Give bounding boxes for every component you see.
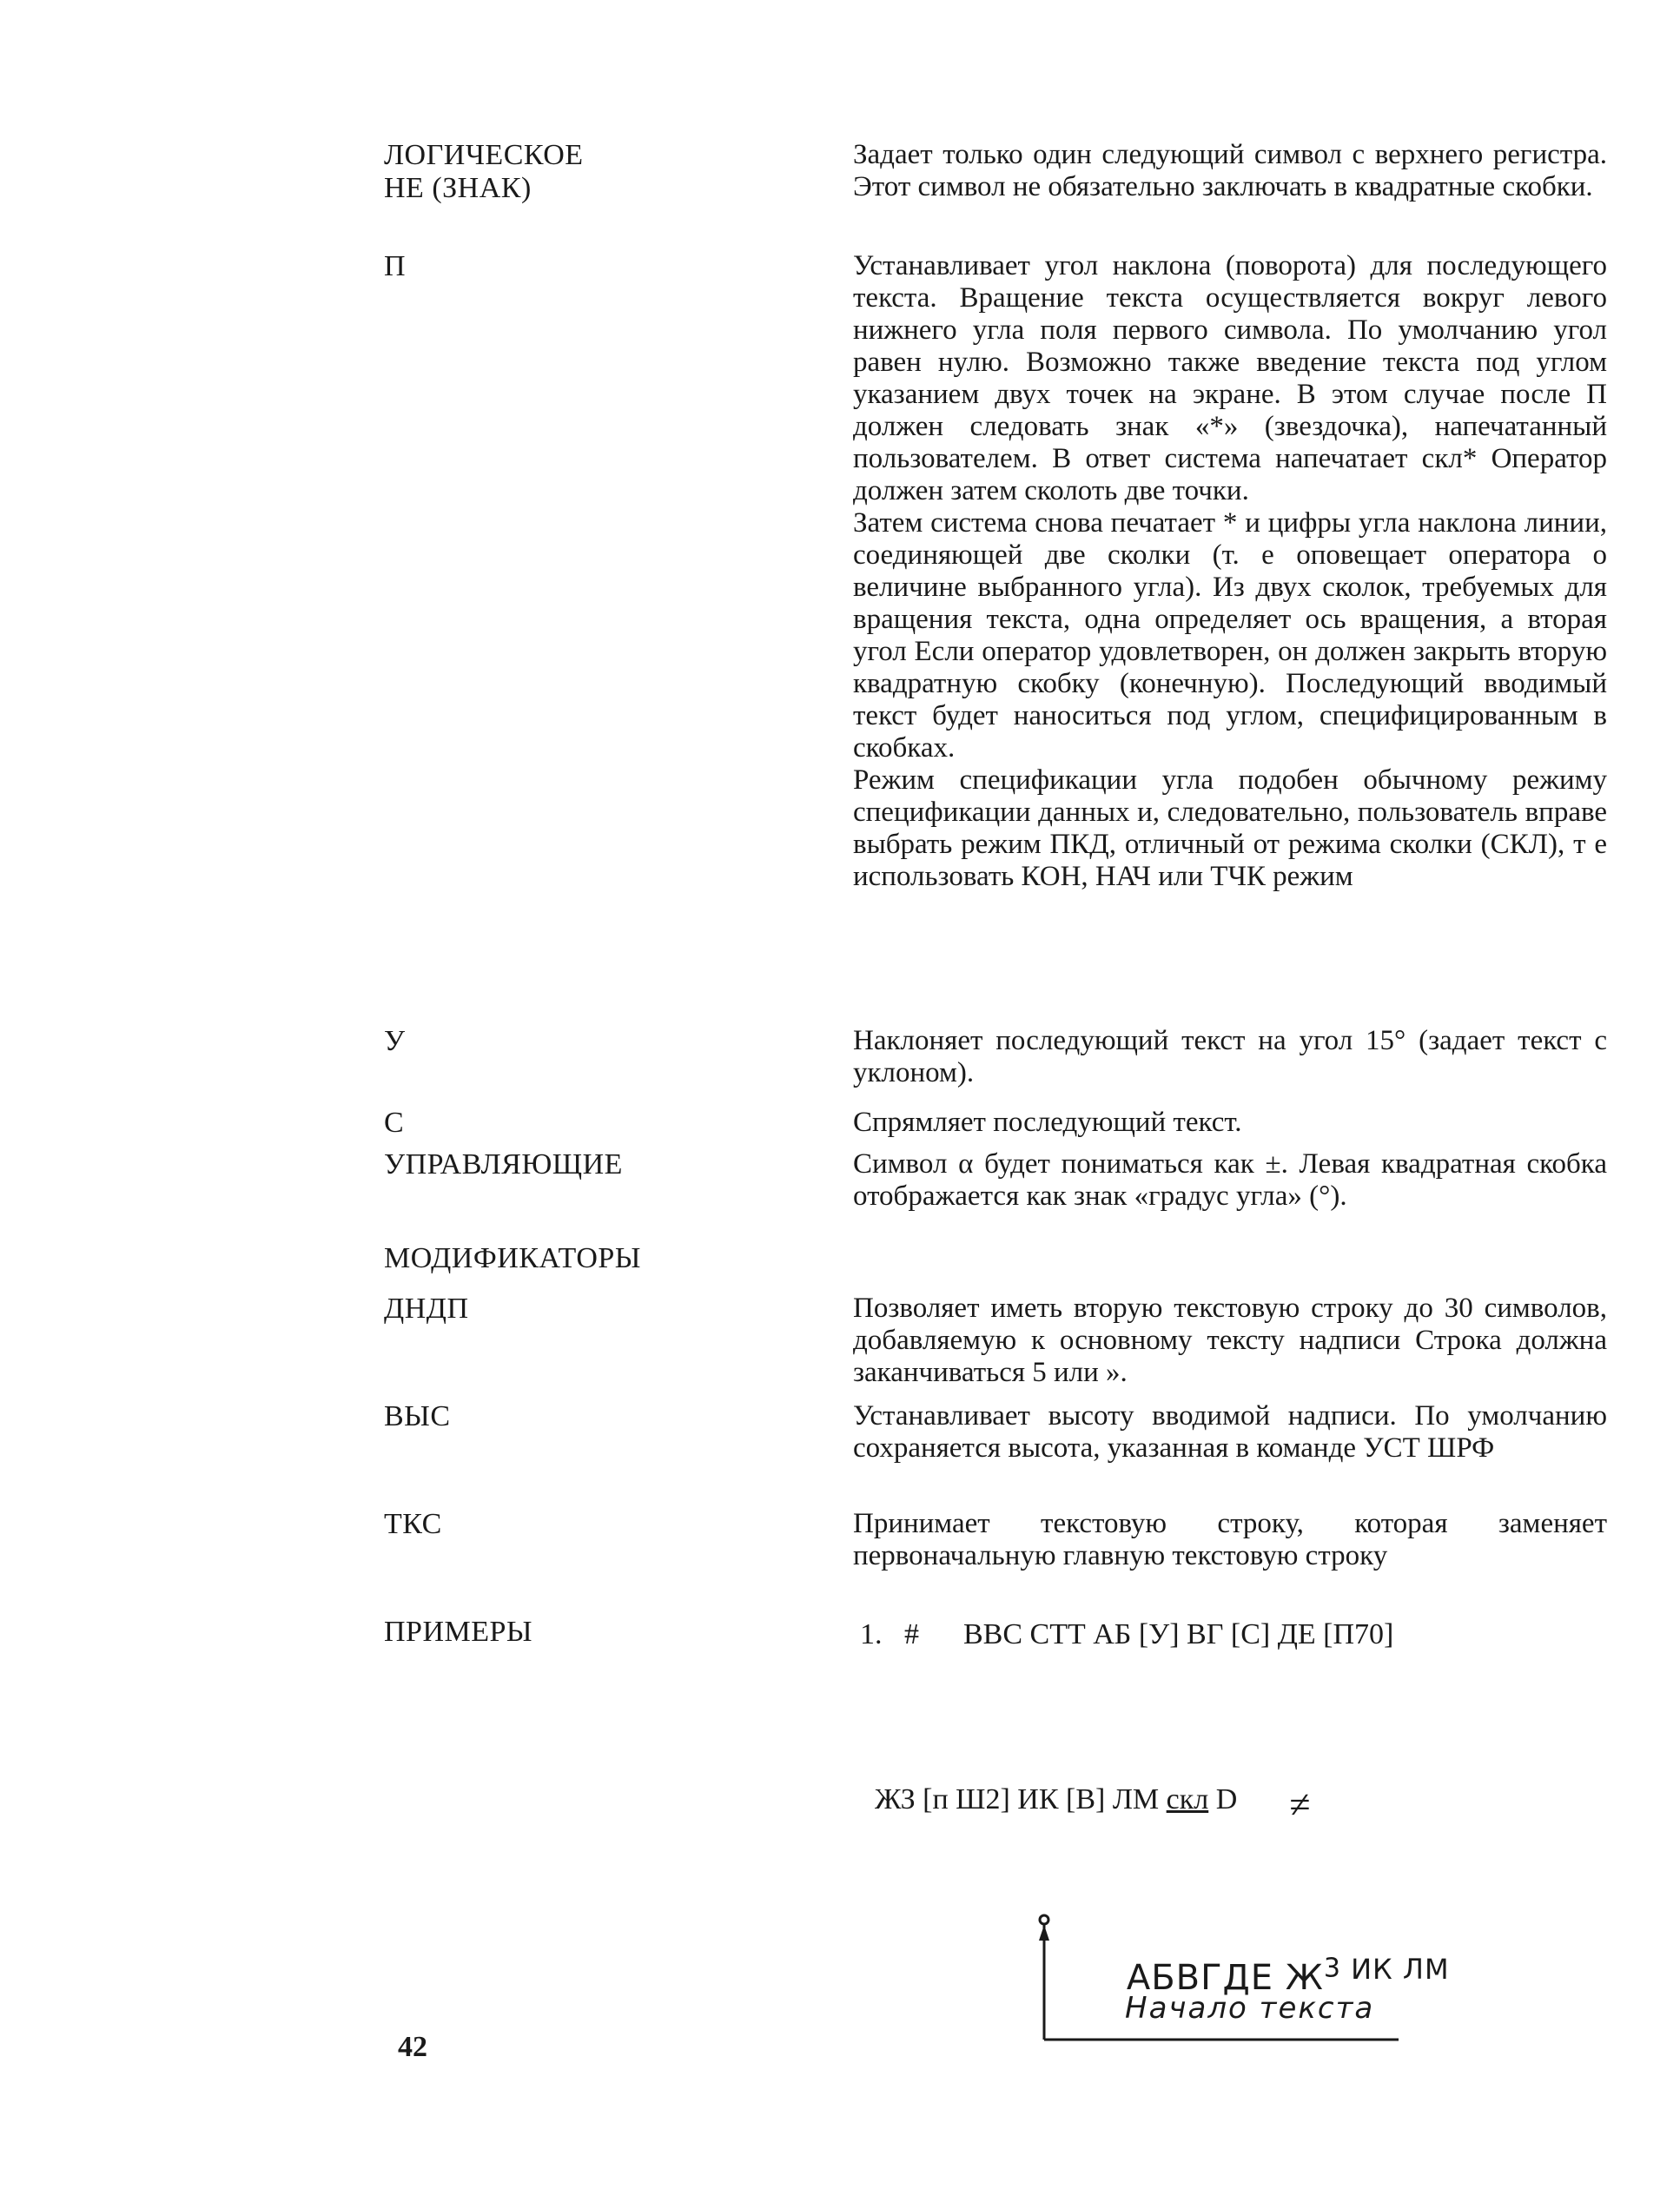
desc-tks	[853, 1508, 1607, 1572]
figure-caption: Начало текста	[1125, 1991, 1375, 2026]
desc-control	[853, 1148, 1607, 1213]
desc-text: Позволяет иметь вторую текстовую строку до 30 символов, добавляемую к основному тексту надписи Строка должна заканчиваться 5 или ».	[853, 1293, 1607, 1388]
page-number: 42	[398, 2031, 427, 2063]
term-s: С	[384, 1107, 405, 1139]
desc-s	[853, 1107, 1607, 1139]
desc-u	[853, 1025, 1607, 1089]
desc-text: Устанавливает высоту вводимой надписи. По умолчанию сохраняется высота, указанная в команде УСТ ШРФ	[853, 1400, 1607, 1464]
desc-logical-not	[853, 139, 1607, 203]
example-line-1: 1. # ВВС СТТ АБ [У] ВГ [С] ДЕ [П70]	[860, 1618, 1394, 1650]
desc-text: Устанавливает угол наклона (поворота) для последующего текста. Вращение текста осуществляется вокруг левого нижнего угла поля первого символа. По умолчанию угол равен нулю. Возможно также введение текста под углом указанием двух точек на экране. В этом случае после П должен следовать знак «*» (звездочка), напечатанный пользователем. В ответ система напечатает скл* Оператор должен затем сколоть две точки.	[853, 250, 1607, 506]
term-vys: ВЫС	[384, 1400, 451, 1432]
desc-text: Задает только один следующий символ с верхнего регистра. Этот символ не обязательно заключать в квадратные скобки.	[853, 139, 1607, 202]
term-modifiers: МОДИФИКАТОРЫ	[384, 1242, 641, 1274]
figure-letters: АБВГДЕ Ж	[1126, 1958, 1324, 1998]
example-line-2	[860, 1744, 1311, 1826]
desc-text-3: Режим спецификации угла подобен обычному режиму спецификации данных и, следовательно, пользователь вправе выбрать режим ПКД, отличный от режима сколки (СКЛ), т е использовать КОН, НАЧ или ТЧК режим	[853, 764, 1607, 892]
desc-vys	[853, 1400, 1607, 1465]
desc-text-2: Затем система снова печатает * и цифры угла наклона линии, соединяющей две сколки (т. е оповещает оператора о величине выбранного угла). Из двух сколок, требуемых для вращения текста, одна определяет ось вращения, а вторая угол Если оператор удовлетворен, он должен закрыть вторую квадратную скобку (конечную). Последующий вводимый текст будет наноситься под углом, специфицированным в скобках.	[853, 507, 1607, 764]
figure-superscript: 3	[1323, 1953, 1341, 1984]
term-examples: ПРИМЕРЫ	[384, 1616, 533, 1648]
example-line-2-start: ЖЗ [п Ш2] ИК [В] ЛМ	[875, 1783, 1167, 1815]
figure-tail: ИК ЛМ	[1340, 1953, 1450, 1986]
desc-text: Принимает текстовую строку, которая заменяет первоначальную главную текстовую строку	[853, 1508, 1607, 1571]
skl-token: скл	[1166, 1783, 1209, 1815]
desc-p	[853, 250, 1607, 893]
desc-text: Спрямляет последующий текст.	[853, 1107, 1242, 1138]
example-line-2-end: D	[1208, 1783, 1238, 1815]
desc-text: Символ α будет пониматься как ±. Левая квадратная скобка отображается как знак «градус угла» (°).	[853, 1148, 1607, 1212]
term-p: П	[384, 250, 407, 282]
term-tks: ТКС	[384, 1508, 442, 1540]
term-u: У	[384, 1025, 406, 1057]
term-dndp: ДНДП	[384, 1293, 469, 1325]
not-equal-mark: ≠	[1289, 1783, 1311, 1826]
desc-text: Наклоняет последующий текст на угол 15° (задает текст с уклоном).	[853, 1025, 1607, 1088]
term-control: УПРАВЛЯЮЩИЕ	[384, 1148, 623, 1180]
desc-dndp	[853, 1293, 1607, 1389]
text-origin-figure	[1034, 1894, 1451, 2041]
term-logical-not: ЛОГИЧЕСКОЕ НЕ (ЗНАК)	[384, 139, 584, 204]
